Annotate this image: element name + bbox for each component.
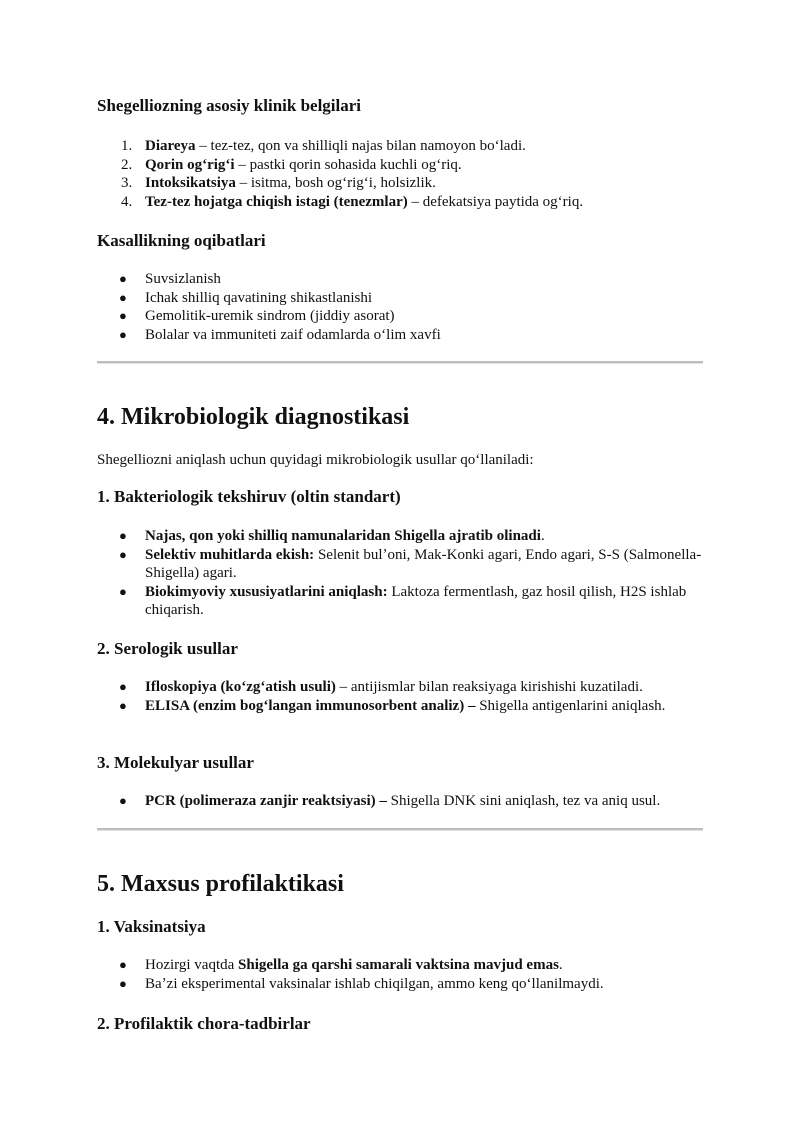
list-item: ● Bolalar va immuniteti zaif odamlarda oʻlim xavfi: [119, 326, 441, 343]
vaccination-heading: 1. Vaksinatsiya: [97, 917, 206, 936]
bullet-icon: ●: [119, 289, 127, 305]
bullet-icon: ●: [119, 546, 127, 562]
list-item: 1. Diareya – tez-tez, qon va shilliqli najas bilan namoyon boʻladi.: [121, 138, 526, 154]
section-4-intro: Shegelliozni aniqlash uchun quyidagi mikrobiologik usullar qoʻllaniladi:: [97, 452, 534, 468]
clinic-heading: Shegelliozning asosiy klinik belgilari: [97, 96, 362, 115]
serology-list: [97, 678, 707, 715]
bullet-icon: ●: [119, 326, 127, 342]
list-item: 2. Qorin ogʻrigʻi – pastki qorin sohasida kuchli ogʻriq.: [121, 156, 462, 173]
section-5-heading: 5. Maxsus profilaktikasi: [97, 871, 344, 897]
list-item: 3. Intoksikatsiya – isitma, bosh ogʻrigʻi, holsizlik.: [121, 175, 436, 191]
list-item: ● ELISA (enzim bogʻlangan immunosorbent analiz) – Shigella antigenlarini aniqlash.: [119, 697, 666, 714]
bacteriology-heading: 1. Bakteriologik tekshiruv (oltin standart): [97, 487, 401, 506]
consequences-heading: Kasallikning oqibatlari: [97, 231, 266, 250]
bullet-icon: ●: [119, 583, 127, 599]
horizontal-rule: [97, 828, 703, 831]
bullet-icon: ●: [119, 793, 127, 808]
list-item: ● PCR (polimeraza zanjir reaktsiyasi) – Shigella DNK sini aniqlash, tez va aniq usul.: [119, 793, 661, 809]
vaccination-list: [97, 956, 707, 993]
consequences-list: [97, 270, 707, 344]
list-item: ● Ifloskopiya (koʻzgʻatish usuli) – antijismlar bilan reaksiyaga kirishishi kuzatiladi.: [119, 679, 643, 695]
bullet-icon: ●: [119, 679, 127, 694]
list-item: ● Hozirgi vaqtda Shigella ga qarshi samarali vaktsina mavjud emas.: [119, 957, 563, 973]
clinic-list: [97, 137, 707, 211]
section-4-heading: 4. Mikrobiologik diagnostikasi: [97, 404, 410, 430]
prophylaxis-heading: 2. Profilaktik chora-tadbirlar: [97, 1014, 311, 1033]
bacteriology-list: [97, 527, 707, 620]
list-item: ● Gemolitik-uremik sindrom (jiddiy asorat): [119, 308, 395, 324]
list-item: ● Suvsizlanish: [119, 271, 221, 287]
serology-heading: 2. Serologik usullar: [97, 639, 238, 658]
bullet-icon: ●: [119, 957, 127, 972]
list-item: ● Najas, qon yoki shilliq namunalaridan Shigella ajratib olinadi.: [119, 528, 545, 544]
horizontal-rule: [97, 361, 703, 364]
bullet-icon: ●: [119, 308, 127, 323]
bullet-icon: ●: [119, 271, 127, 286]
molecular-heading: 3. Molekulyar usullar: [97, 753, 254, 772]
bullet-icon: ●: [119, 528, 127, 543]
list-item: ● Selektiv muhitlarda ekish: Selenit bulʼoni, Mak-Konki agari, Endo agari, S-S (Salmonella-Shigella) agari.: [119, 546, 702, 581]
list-item: ● Ichak shilliq qavatining shikastlanishi: [119, 289, 373, 306]
molecular-list: [97, 792, 707, 811]
bullet-icon: ●: [119, 697, 127, 713]
list-item: ● Baʼzi eksperimental vaksinalar ishlab chiqilgan, ammo keng qoʻllanilmaydi.: [119, 975, 604, 992]
list-item: 4. Tez-tez hojatga chiqish istagi (tenezmlar) – defekatsiya paytida ogʻriq.: [121, 193, 584, 210]
bullet-icon: ●: [119, 975, 127, 991]
list-item: ● Biokimyoviy xususiyatlarini aniqlash: Laktoza fermentlash, gaz hosil qilish, H2S ishlab chiqarish.: [119, 583, 687, 618]
